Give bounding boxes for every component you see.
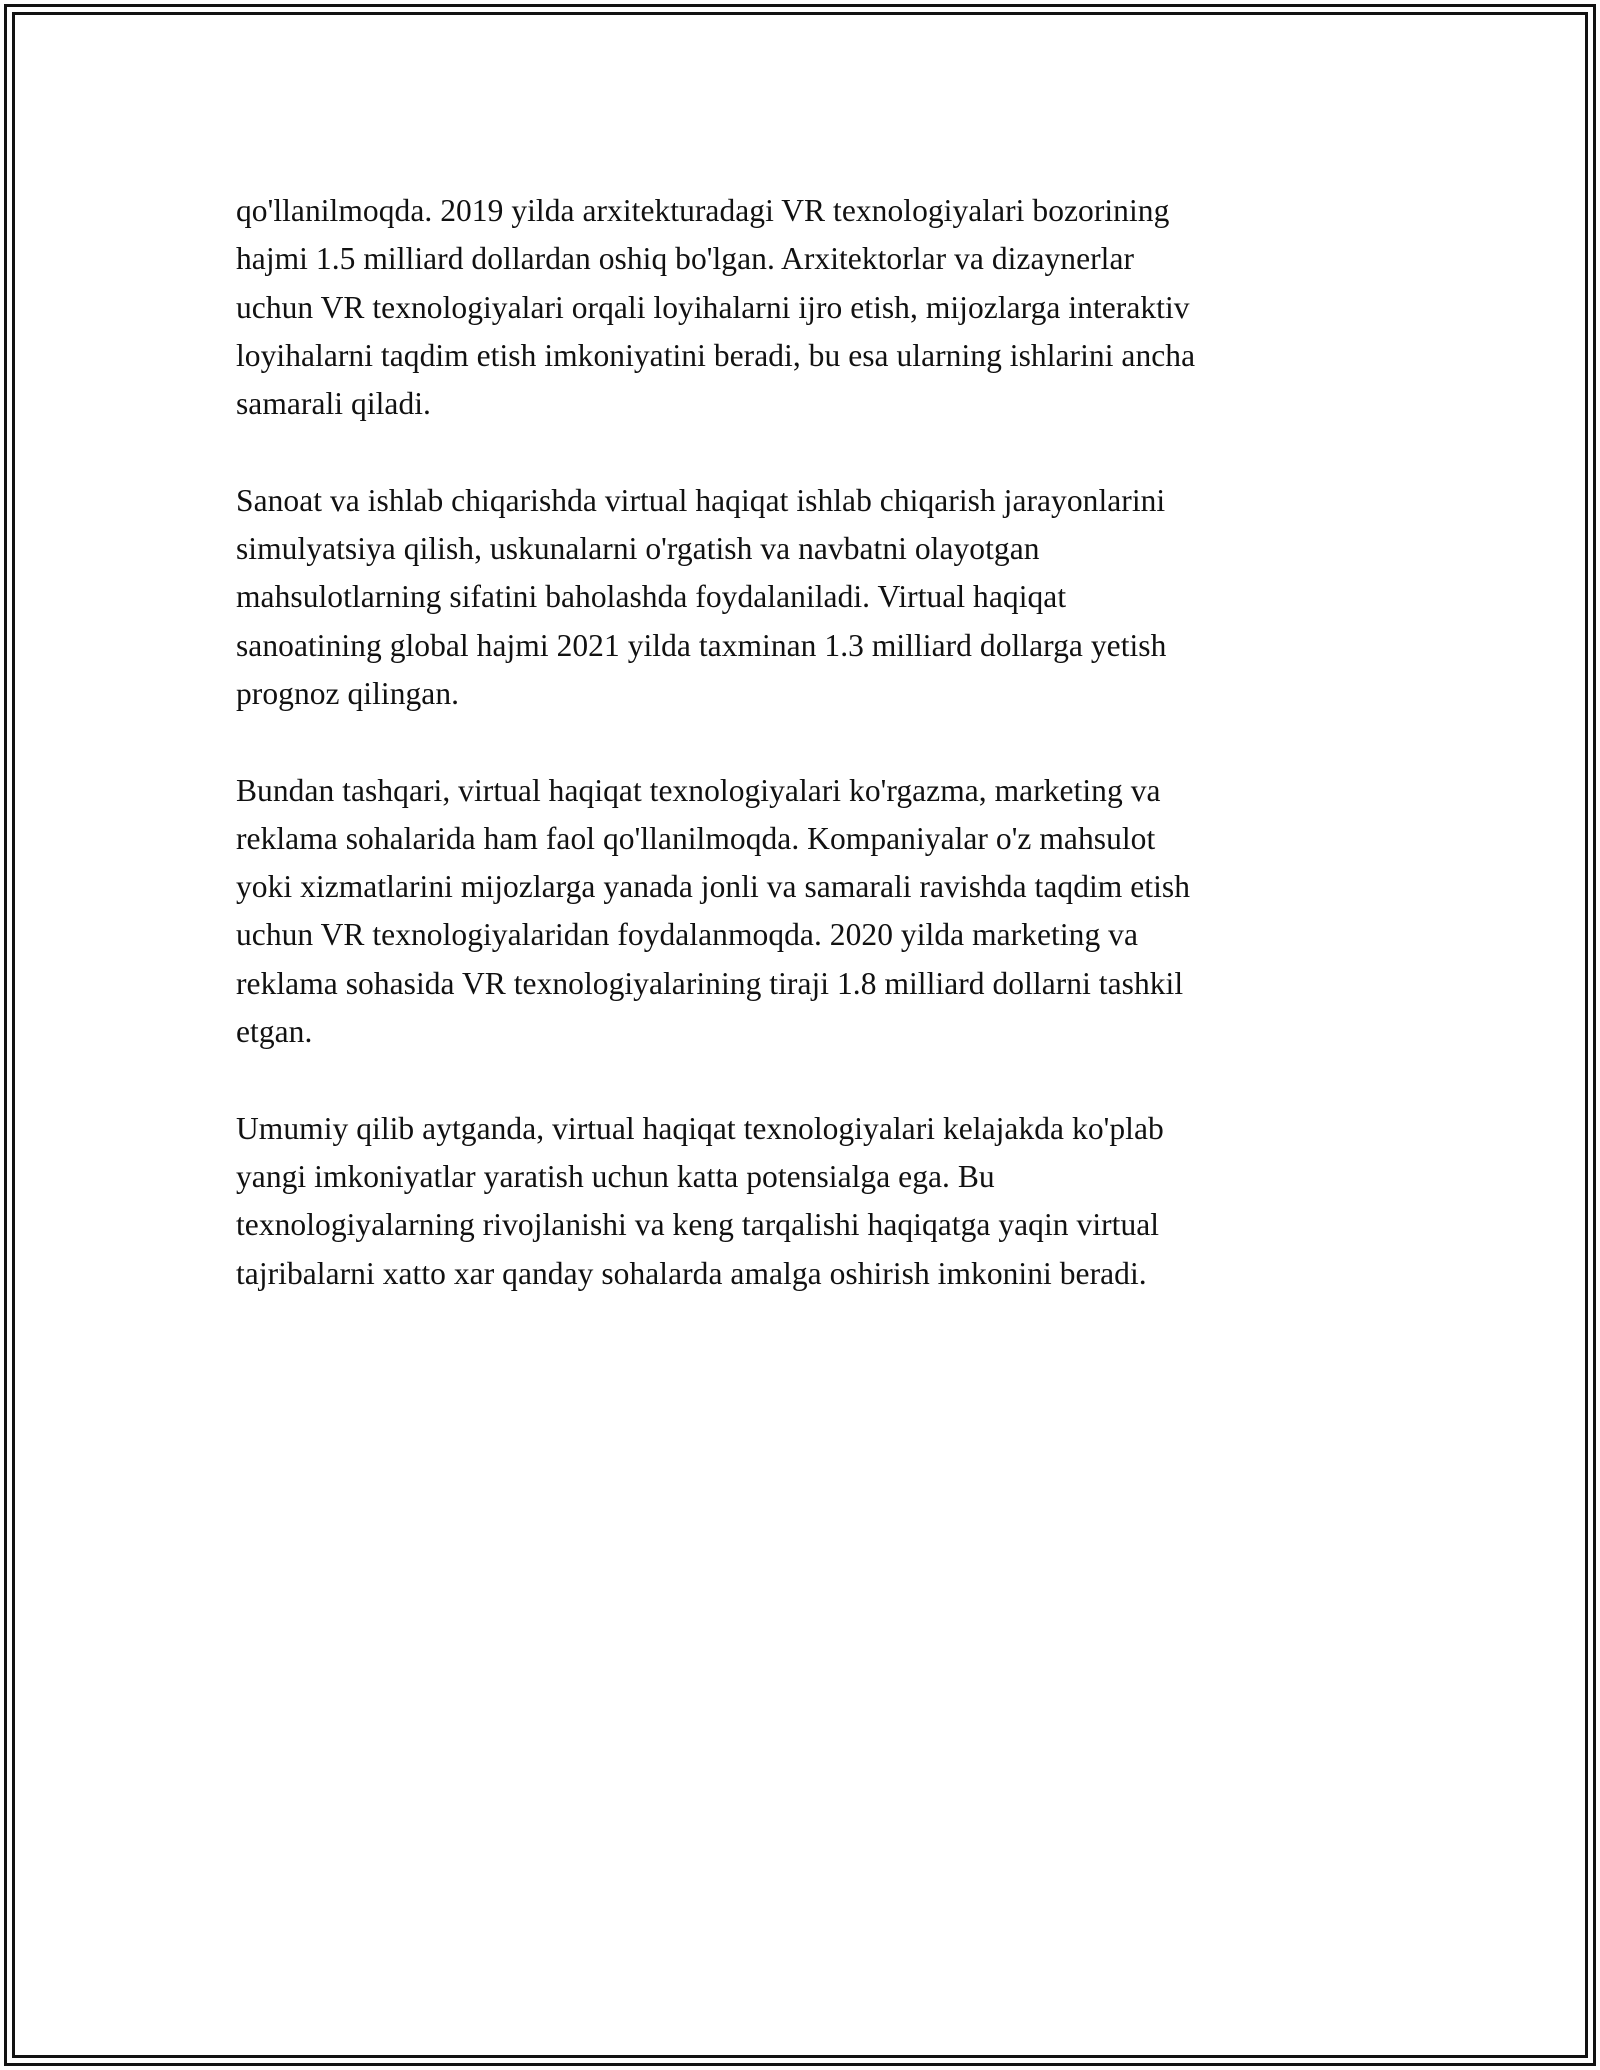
text-line: tajribalarni xatto xar qanday sohalarda amalga oshirish imkonini beradi. xyxy=(236,1255,1147,1291)
text-line: yangi imkoniyatlar yaratish uchun katta potensialga ega. Bu xyxy=(236,1158,995,1194)
text-line: simulyatsiya qilish, uskunalarni o'rgatish va navbatni olayotgan xyxy=(236,531,1040,567)
paragraph-marketing xyxy=(236,767,1356,1057)
text-line: Sanoat va ishlab chiqarishda virtual haqiqat ishlab chiqarish jarayonlarini xyxy=(236,482,1166,518)
text-line: sanoatining global hajmi 2021 yilda taxminan 1.3 milliard dollarga yetish xyxy=(236,627,1167,663)
text-line: qo'llanilmoqda. 2019 yilda arxitekturadagi VR texnologiyalari bozorining xyxy=(236,193,1170,228)
text-line: Bundan tashqari, virtual haqiqat texnologiyalari ko'rgazma, marketing va xyxy=(236,772,1161,808)
document-body xyxy=(236,187,1356,1346)
text-line: etgan. xyxy=(236,1014,313,1050)
text-line: prognoz qilingan. xyxy=(236,675,460,711)
text-line: samarali qiladi. xyxy=(236,386,431,422)
text-line: hajmi 1.5 milliard dollardan oshiq bo'lgan. Arxitektorlar va dizaynerlar xyxy=(236,241,1135,277)
text-line: uchun VR texnologiyalari orqali loyihalarni ijro etish, mijozlarga interaktiv xyxy=(236,289,1190,325)
text-line: loyihalarni taqdim etish imkoniyatini beradi, bu esa ularning ishlarini ancha xyxy=(236,337,1196,373)
paragraph-architecture xyxy=(236,187,1356,428)
text-line: yoki xizmatlarini mijozlarga yanada jonli va samarali ravishda taqdim etish xyxy=(236,869,1191,905)
text-line: uchun VR texnologiyalaridan foydalanmoqda. 2020 yilda marketing va xyxy=(236,917,1139,953)
text-line: Umumiy qilib aytganda, virtual haqiqat texnologiyalari kelajakda ko'plab xyxy=(236,1110,1164,1146)
text-line: mahsulotlarning sifatini baholashda foydalaniladi. Virtual haqiqat xyxy=(236,579,1067,615)
paragraph-industry xyxy=(236,477,1356,718)
text-line: texnologiyalarning rivojlanishi va keng tarqalishi haqiqatga yaqin virtual xyxy=(236,1207,1160,1243)
text-line: reklama sohalarida ham faol qo'llanilmoqda. Kompaniyalar o'z mahsulot xyxy=(236,820,1156,856)
paragraph-conclusion xyxy=(236,1105,1356,1298)
text-line: reklama sohasida VR texnologiyalarining tiraji 1.8 milliard dollarni tashkil xyxy=(236,965,1184,1001)
